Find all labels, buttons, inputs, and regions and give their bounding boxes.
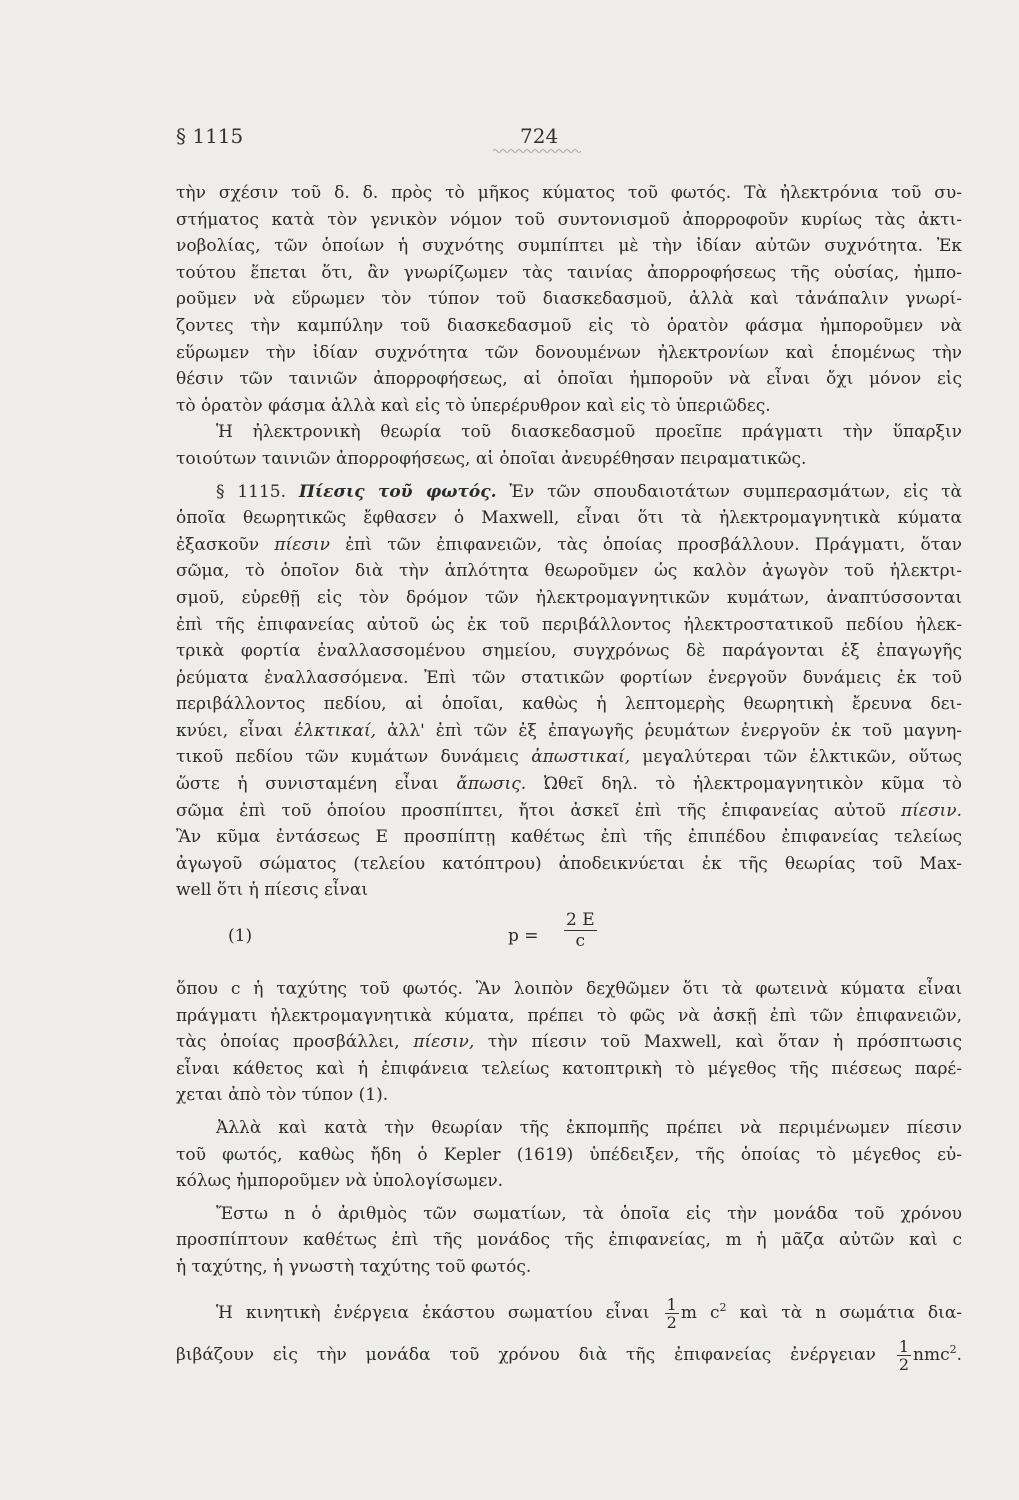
text-fragment: ἐπὶ τῶν ἐπιφανειῶν, τὰς ὁποίας προσβάλλουν. Πράγματι, ὅταν xyxy=(345,534,962,555)
fraction-numerator: 1 xyxy=(898,1336,910,1356)
text-fragment: Ἡ κινητικὴ ἐνέργεια ἑκάστου σωματίου εἶναι xyxy=(216,1302,650,1323)
text-line: εἶναι κάθετος καὶ ἡ ἐπιφάνεια τελείως κατοπτρικὴ τὸ μέγεθος τῆς πιέσεως παρέ- xyxy=(176,1058,962,1079)
emphasis-pressure: πίεσιν xyxy=(274,534,330,555)
text-line xyxy=(176,1287,962,1329)
text-line xyxy=(176,532,962,559)
text-line: τὸ ὁρατὸν φάσμα ἀλλὰ καὶ εἰς τὸ ὑπερέρυθρον καὶ εἰς τὸ ὑπεριῶδες. xyxy=(176,395,771,416)
text-line: κόλως ἠμποροῦμεν νὰ ὑπολογίσωμεν. xyxy=(176,1171,504,1192)
paragraph-particles xyxy=(176,1201,962,1281)
text-line xyxy=(176,771,962,798)
text-fragment: Ἐν τῶν σπουδαιοτάτων συμπερασμάτων, εἰς τὰ xyxy=(509,481,962,502)
text-line: τούτου ἕπεται ὅτι, ἂν γνωρίζωμεν τὰς ταινίας ἀπορροφήσεως τῆς οὐσίας, ἠμπο- xyxy=(176,262,962,283)
fraction-one-half xyxy=(665,1296,679,1329)
paragraph-wave-pressure xyxy=(176,976,962,1109)
text-fragment: . xyxy=(956,1344,962,1365)
text-line xyxy=(176,798,962,825)
emphasis-repulsive: ἀπωστικαί, xyxy=(531,747,631,768)
text-line: τρικὰ φορτία ἐναλλασσομένου σημείου, συγχρόνως δὲ παράγονται ἐξ ἐπαγωγῆς xyxy=(176,641,962,662)
text-line xyxy=(176,744,962,771)
paragraph-emission-theory xyxy=(176,1115,962,1195)
text-line xyxy=(176,479,962,506)
paragraph-kinetic-energy xyxy=(176,1287,962,1371)
emphasis-pressure: πίεσιν. xyxy=(901,800,962,821)
text-line: Ἂν κῦμα ἐντάσεως E προσπίπτῃ καθέτως ἐπὶ τῆς ἐπιπέδου ἐπιφανείας τελείως xyxy=(176,827,962,848)
text-line: σῶμα, τὸ ὁποῖον διὰ τὴν ἁπλότητα θεωροῦμεν ὡς καλὸν ἀγωγὸν τοῦ ἠλεκτρι- xyxy=(176,561,962,582)
equation-numerator: 2 E xyxy=(566,910,595,931)
paragraph-electron-theory xyxy=(176,419,962,472)
text-line: τοιούτων ταινιῶν ἀπορροφήσεως, αἱ ὁποῖαι ἀνευρέθησαν πειραματικῶς. xyxy=(176,448,807,469)
text-line: θέσιν τῶν ταινιῶν ἀπορροφήσεως, αἱ ὁποῖαι ἠμποροῦν νὰ εἶναι ὄχι μόνον εἰς xyxy=(176,369,962,390)
text-line: Ἡ ἠλεκτρονικὴ θεωρία τοῦ διασκεδασμοῦ προεῖπε πράγματι τὴν ὕπαρξιν xyxy=(216,422,962,443)
fraction-one-half xyxy=(897,1338,911,1371)
text-line: τοῦ φωτός, καθὼς ἤδη ὁ Kepler (1619) ὑπέδειξεν, τῆς ὁποίας τὸ μέγεθος εὐ- xyxy=(176,1144,962,1165)
text-line: well ὅτι ἡ πίεσις εἶναι xyxy=(176,880,368,901)
text-line: σμοῦ, εὑρεθῇ εἰς τὸν δρόμον τῶν ἠλεκτρομαγνητικῶν κυμάτων, ἀναπτύσσονται xyxy=(176,587,962,608)
text-fragment: καὶ τὰ n σωμάτια δια- xyxy=(739,1302,962,1323)
emphasis-pressure: πίεσιν, xyxy=(413,1032,475,1053)
text-line: Ἔστω n ὁ ἀριθμὸς τῶν σωματίων, τὰ ὁποῖα εἰς τὴν μονάδα τοῦ χρόνου xyxy=(216,1203,962,1224)
section-heading-number: § 1115. xyxy=(216,481,287,502)
equation-label: (1) xyxy=(228,926,253,947)
text-line: ροῦμεν νὰ εὕρωμεν τὸν τύπον τοῦ διασκεδασμοῦ, ἀλλὰ καὶ τἀνάπαλιν γνωρί- xyxy=(176,289,962,310)
emphasis-attractive: ἑλκτικαί, xyxy=(294,720,377,741)
math-term: nmc xyxy=(913,1344,950,1365)
section-heading-title: Πίεσις τοῦ φωτός. xyxy=(298,481,497,502)
equation-1 xyxy=(176,910,962,966)
text-fragment: ἀλλ' ἐπὶ τῶν ἐξ ἐπαγωγῆς ῥευμάτων ἐνεργοῦν ἐκ τοῦ μαγνη- xyxy=(387,720,962,741)
text-line: ἡ ταχύτης, ἡ γνωστὴ ταχύτης τοῦ φωτός. xyxy=(176,1256,532,1277)
text-line: νοβολίας, τῶν ὁποίων ἡ συχνότης συμπίπτει μὲ τὴν ἰδίαν αὐτῶν συχνότητα. Ἐκ xyxy=(176,236,962,257)
text-line: χεται ἀπὸ τὸν τύπον (1). xyxy=(176,1085,389,1106)
fraction-denominator: 2 xyxy=(666,1312,677,1329)
math-exponent: 2 xyxy=(719,1300,727,1314)
text-fragment: βιβάζουν εἰς τὴν μονάδα τοῦ χρόνου διὰ τῆς ἐπιφανείας ἐνέργειαν xyxy=(176,1344,876,1365)
fraction-numerator: 1 xyxy=(666,1294,677,1314)
equation-fraction xyxy=(564,910,597,951)
text-line: τὴν σχέσιν τοῦ δ. δ. πρὸς τὸ μῆκος κύματος τοῦ φωτός. Τὰ ἠλεκτρόνια τοῦ συ- xyxy=(176,183,962,203)
text-line: εὕρωμεν τὴν ἰδίαν συχνότητα τῶν δονουμένων ἠλεκτρονίων καὶ ἑπομένως τὴν xyxy=(176,342,962,363)
running-header xyxy=(0,118,1019,158)
text-line: ἐπὶ τῆς ἐπιφανείας αὐτοῦ ὡς ἐκ τοῦ περιβάλλοντος ἠλεκτροστατικοῦ πεδίου ἠλεκ- xyxy=(176,614,962,635)
text-fragment: ἐξασκοῦν xyxy=(176,534,260,555)
paragraph-dispersion xyxy=(176,180,962,419)
text-fragment: κνύει, εἶναι xyxy=(176,720,284,741)
header-ornament-rule xyxy=(493,148,581,154)
text-fragment: τὴν πίεσιν τοῦ Maxwell, καὶ ὅταν ἡ πρόσπτωσις xyxy=(487,1032,962,1053)
text-line: προσπίπτουν καθέτως ἐπὶ τῆς μονάδος τῆς ἐπιφανείας, m ἡ μᾶζα αὐτῶν καὶ c xyxy=(176,1230,962,1251)
text-line: ῥεύματα ἐναλλασσόμενα. Ἐπὶ τῶν στατικῶν φορτίων ἐνεργοῦν δυνάμεις ἐκ τοῦ xyxy=(176,667,962,688)
text-line: ὅπου c ἡ ταχύτης τοῦ φωτός. Ἂν λοιπὸν δεχθῶμεν ὅτι τὰ φωτεινὰ κύματα εἶναι xyxy=(176,979,962,1000)
text-fragment: Ὠθεῖ δηλ. τὸ ἠλεκτρομαγνητικὸν κῦμα τὸ xyxy=(543,774,962,795)
paragraph-light-pressure xyxy=(176,479,962,905)
text-fragment: σῶμα ἐπὶ τοῦ ὁποίου προσπίπτει, ἤτοι ἀσκεῖ ἐπὶ τῆς ἐπιφανείας αὐτοῦ xyxy=(176,800,886,821)
text-line: περιβάλλοντος πεδίου, αἱ ὁποῖαι, καθὼς ἡ λεπτομερὴς θεωρητικὴ ἔρευνα δει- xyxy=(176,694,962,715)
text-line: Ἀλλὰ καὶ κατὰ τὴν θεωρίαν τῆς ἐκπομπῆς πρέπει νὰ περιμένωμεν πίεσιν xyxy=(216,1118,962,1138)
text-line: ὁποῖα θεωρητικῶς ἔφθασεν ὁ Maxwell, εἶναι ὅτι τὰ ἠλεκτρομαγνητικὰ κύματα xyxy=(176,508,962,529)
text-line xyxy=(176,1329,962,1371)
page-number: 724 xyxy=(520,124,559,148)
equation-denominator: c xyxy=(575,931,586,952)
text-line: ζοντες τὴν καμπύλην τοῦ διασκεδασμοῦ εἰς τὸ ὁρατὸν φάσμα ἠμποροῦμεν νὰ xyxy=(176,315,962,336)
text-fragment: τικοῦ πεδίου τῶν κυμάτων δυνάμεις xyxy=(176,747,519,768)
section-number: § 1115 xyxy=(176,124,244,148)
text-line xyxy=(176,718,962,745)
text-fragment: μεγαλύτεραι τῶν ἑλκτικῶν, οὕτως xyxy=(642,747,962,768)
math-term: m c xyxy=(680,1302,720,1323)
math-exponent: 2 xyxy=(949,1342,957,1356)
emphasis-repulsion: ἄπωσις. xyxy=(456,774,527,795)
text-line xyxy=(176,1029,962,1056)
text-line: στήματος κατὰ τὸν γενικὸν νόμον τοῦ συντονισμοῦ ἀπορροφοῦν κυρίως τὰς ἀκτι- xyxy=(176,209,962,230)
equation-lhs: p = xyxy=(508,926,539,947)
text-line: πράγματι ἠλεκτρομαγνητικὰ κύματα, πρέπει τὸ φῶς νὰ ἀσκῇ ἐπὶ τῶν ἐπιφανειῶν, xyxy=(176,1005,962,1026)
text-line: ἀγωγοῦ σώματος (τελείου κατόπτρου) ἀποδεικνύεται ἐκ τῆς θεωρίας τοῦ Max- xyxy=(176,853,962,874)
body-text xyxy=(176,180,962,1371)
text-fragment: ὥστε ἡ συνισταμένη εἶναι xyxy=(176,774,439,795)
text-fragment: τὰς ὁποίας προσβάλλει, xyxy=(176,1032,400,1053)
fraction-denominator: 2 xyxy=(898,1354,910,1371)
